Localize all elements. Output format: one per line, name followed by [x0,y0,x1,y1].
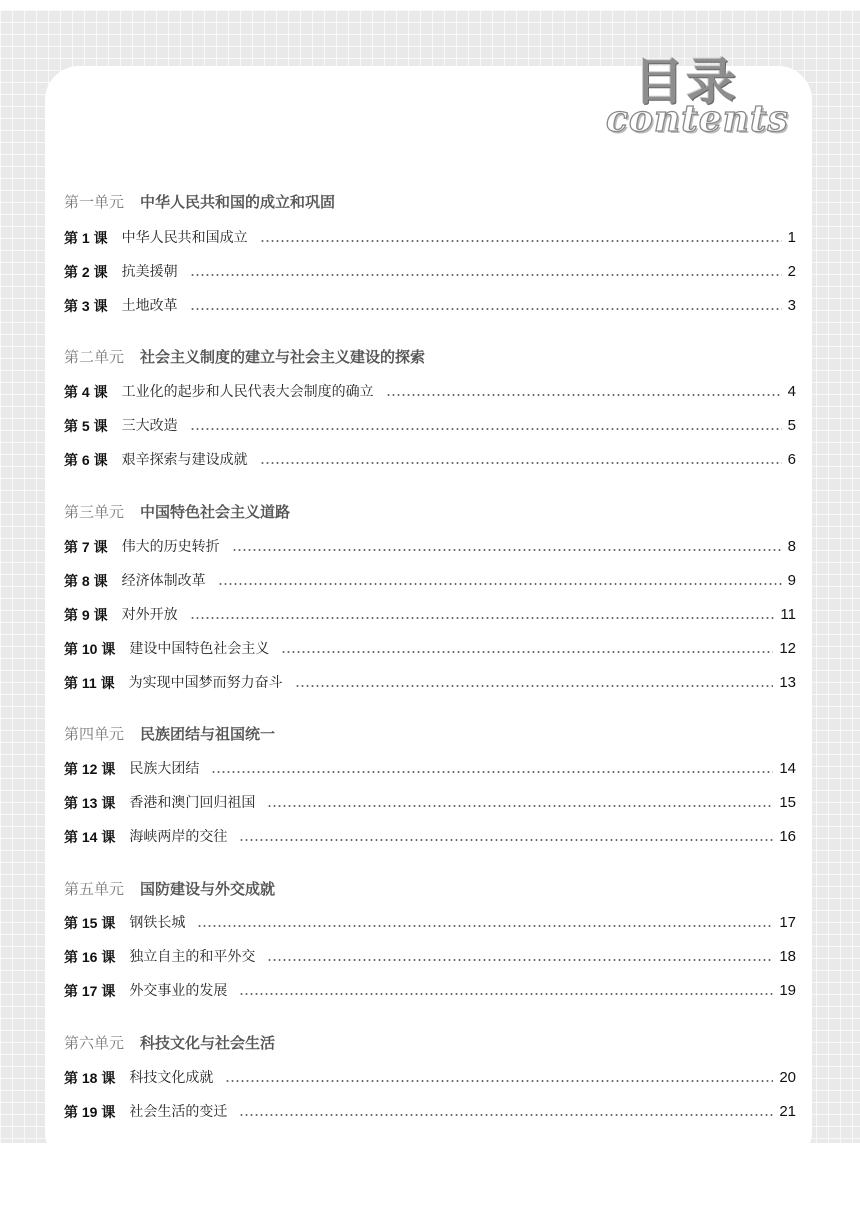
lesson-title: 伟大的历史转折 [121,539,220,555]
lesson-number: 第 18 课 [64,1070,116,1086]
unit-title: 国防建设与外交成就 [140,880,276,898]
toc-entry[interactable] [64,639,796,659]
page-number: 2 [787,263,796,280]
toc-entry[interactable] [64,981,796,1001]
dot-leader [267,805,773,807]
lesson-number: 第 1 课 [64,230,108,246]
dot-leader [267,959,773,961]
dot-leader [232,549,782,551]
page-number: 3 [787,297,796,314]
dot-leader [386,394,782,396]
unit-heading [64,347,425,367]
dot-leader [260,462,782,464]
unit-number: 第二单元 [64,348,125,366]
toc-entry[interactable] [64,262,796,282]
page-number: 18 [779,948,796,965]
lesson-number: 第 14 课 [64,829,116,845]
lesson-title: 民族大团结 [129,761,200,777]
dot-leader [239,993,773,995]
dot-leader [295,685,774,687]
lesson-title: 外交事业的发展 [129,983,228,999]
page-number: 6 [787,451,796,468]
toc-entry[interactable] [64,450,796,470]
lesson-title: 工业化的起步和人民代表大会制度的确立 [121,384,374,400]
page-number: 8 [787,538,796,555]
unit-title: 民族团结与祖国统一 [140,725,276,743]
lesson-number: 第 19 课 [64,1104,116,1120]
dot-leader [218,583,782,585]
toc-entry[interactable] [64,913,796,933]
lesson-number: 第 11 课 [64,675,115,691]
lesson-number: 第 6 课 [64,452,108,468]
lesson-title: 独立自主的和平外交 [129,949,256,965]
lesson-number: 第 5 课 [64,418,108,434]
page-number: 1 [787,229,796,246]
unit-heading [64,879,275,899]
page-number: 12 [779,640,796,657]
toc-entry[interactable] [64,1102,796,1122]
lesson-title: 为实现中国梦而努力奋斗 [128,675,283,691]
page-number: 4 [787,383,796,400]
lesson-title: 艰辛探索与建设成就 [121,452,248,468]
lesson-number: 第 4 课 [64,384,108,400]
unit-title: 社会主义制度的建立与社会主义建设的探索 [140,348,426,366]
dot-leader [239,839,773,841]
dot-leader [190,428,782,430]
unit-number: 第四单元 [64,725,125,743]
page-number: 14 [779,760,796,777]
lesson-title: 抗美援朝 [121,264,178,280]
lesson-number: 第 10 课 [64,641,116,657]
page-title: 目录 [634,53,738,111]
toc-entry[interactable] [64,228,796,248]
lesson-title: 对外开放 [121,607,178,623]
lesson-number: 第 3 课 [64,298,108,314]
page-number: 13 [779,674,796,691]
lesson-title: 土地改革 [121,298,178,314]
dot-leader [225,1080,773,1082]
toc-entry[interactable] [64,947,796,967]
dot-leader [239,1114,773,1116]
lesson-number: 第 17 课 [64,983,116,999]
dot-leader [190,617,775,619]
toc-entry[interactable] [64,759,796,779]
lesson-title: 香港和澳门回归祖国 [129,795,256,811]
dot-leader [190,308,782,310]
page-number: 9 [787,572,796,589]
page-number: 20 [779,1069,796,1086]
page-number: 15 [779,794,796,811]
dot-leader [281,651,773,653]
dot-leader [211,771,773,773]
unit-heading [64,1033,275,1053]
toc-entry[interactable] [64,793,796,813]
dot-leader [197,925,773,927]
lesson-number: 第 16 课 [64,949,116,965]
unit-number: 第一单元 [64,193,125,211]
toc-entry[interactable] [64,416,796,436]
toc-entry[interactable] [64,571,796,591]
toc-entry[interactable] [64,827,796,847]
lesson-number: 第 2 课 [64,264,108,280]
unit-title: 中华人民共和国的成立和巩固 [140,193,336,211]
toc-entry[interactable] [64,1068,796,1088]
page-number: 16 [779,828,796,845]
dot-leader [190,274,782,276]
lesson-title: 钢铁长城 [129,915,186,931]
unit-number: 第三单元 [64,503,125,521]
toc-entry[interactable] [64,296,796,316]
toc-entry[interactable] [64,537,796,557]
page-number: 5 [787,417,796,434]
lesson-title: 科技文化成就 [129,1070,214,1086]
lesson-title: 经济体制改革 [121,573,206,589]
toc-entry[interactable] [64,673,796,693]
lesson-number: 第 7 课 [64,539,108,555]
page-number: 17 [779,914,796,931]
page-number: 19 [779,982,796,999]
lesson-number: 第 8 课 [64,573,108,589]
unit-title: 科技文化与社会生活 [140,1034,276,1052]
unit-heading [64,502,290,522]
lesson-title: 建设中国特色社会主义 [129,641,270,657]
lesson-number: 第 9 课 [64,607,108,623]
toc-entry[interactable] [64,605,796,625]
lesson-number: 第 13 课 [64,795,116,811]
page-number: 21 [779,1103,796,1120]
unit-number: 第五单元 [64,880,125,898]
lesson-number: 第 15 课 [64,915,116,931]
page-bottom-margin [0,1143,860,1216]
page-number: 11 [780,606,796,623]
lesson-title: 社会生活的变迁 [129,1104,228,1120]
lesson-title: 三大改造 [121,418,178,434]
unit-heading [64,724,275,744]
unit-number: 第六单元 [64,1034,125,1052]
unit-heading [64,192,335,212]
page-subtitle: contents [606,98,789,140]
lesson-title: 海峡两岸的交往 [129,829,228,845]
unit-title: 中国特色社会主义道路 [140,503,291,521]
dot-leader [260,240,782,242]
lesson-number: 第 12 课 [64,761,116,777]
lesson-title: 中华人民共和国成立 [121,230,248,246]
toc-entry[interactable] [64,382,796,402]
